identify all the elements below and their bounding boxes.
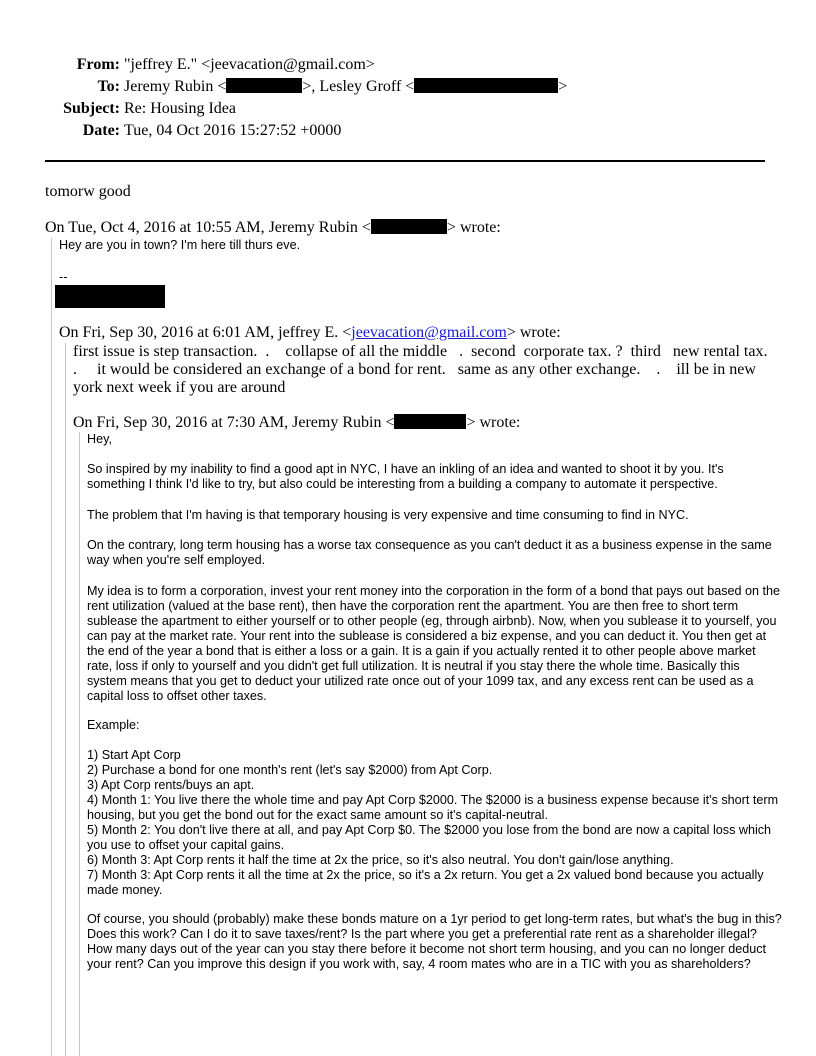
redaction-box: [394, 414, 466, 429]
date-row: [0, 120, 816, 142]
example-list: [87, 748, 783, 898]
from-label: From:: [76, 56, 120, 73]
quote-bar-level2: [65, 343, 66, 1056]
quote2-attribution: [59, 324, 561, 342]
quote3-attrib-pre: On Fri, Sep 30, 2016 at 7:30 AM, Jeremy Rubin <: [73, 414, 395, 431]
quote3-paragraph: On the contrary, long term housing has a worse tax consequence as you can't deduct it as a business expense in the same way when you're self employed.: [87, 538, 772, 567]
quote3-paragraph: So inspired by my inability to find a good apt in NYC, I have an inkling of an idea and wanted to shoot it by you. It's something I think I'd like to try, but also could be interesting from a building a company to automate it perspective.: [87, 462, 724, 491]
date-value: Tue, 04 Oct 2016 15:27:52 +0000: [124, 122, 342, 139]
example-list-item: 5) Month 2: You don't live there at all, and pay Apt Corp $0. The $2000 you lose from the bond are now a capital loss which you use to offset your capital gains.: [87, 823, 772, 852]
quote3-paragraph: Of course, you should (probably) make these bonds mature on a 1yr period to get long-term rates, but what's the bug in this? Does this work? Can I do it to save taxes/rent? Is the part where you get a preferential rate rent as a shareholder illegal? How many days out of the year can you stay there before it become not short term housing, and you can no longer deduct your rent? Can you improve this design if you work with, say, 4 room mates who are in a TIC with you as shareholders?: [87, 912, 782, 971]
example-heading: Example:: [87, 718, 140, 732]
subject-value: Re: Housing Idea: [124, 100, 236, 117]
example-list-item: 3) Apt Corp rents/buys an apt.: [87, 778, 255, 792]
subject-label: Subject:: [63, 100, 120, 117]
quote2-line: . it would be considered an exchange of a bond for rent. same as any other exchange. . ill be in new: [73, 361, 756, 378]
quote3-greeting: Hey,: [87, 432, 112, 446]
subject-row: [0, 98, 816, 120]
quote3-attribution: [73, 414, 520, 432]
quote1-attribution: [45, 219, 501, 237]
example-list-item: 7) Month 3: Apt Corp rents it all the time at 2x the price, so it's a 2x return. You get a 2x valued bond because you actually made money.: [87, 868, 764, 897]
example-list-item: 4) Month 1: You live there the whole time and pay Apt Corp $2000. The $2000 is a business expense because it's short term housing, but you get the bond out for the exact same amount so it's capital-neutral.: [87, 793, 779, 822]
quote2-email-link[interactable]: jeevacation@gmail.com: [351, 324, 507, 341]
reply-text: tomorw good: [45, 183, 131, 200]
to-row: [0, 76, 816, 98]
to-end: >: [558, 78, 568, 95]
redaction-box: [414, 78, 558, 93]
quote3-paragraph: My idea is to form a corporation, invest your rent money into the corporation in the form of a bond that pays out based on the rent utilization (valued at the base rent), then have the corporation rent the apartment. You are then free to short term sublease the apartment to either yourself or to other people (eg, through airbnb). Now, when you sublease it to yourself, you can pay at the market rate. Your rent into the sublease is considered a biz expense, and you can deduct it. You then get at the end of the year a bond that is either a loss or a gain. It is a gain if you actually rented it to other people above market rate, loss if only to yourself and you didn't get full utilization. It is neutral if you stay there the whole time. Basically this system means that you get to deduct your utilized rate once out of your 1099 tax, and any excess rent can be used as a capital loss to offset other taxes.: [87, 584, 781, 703]
signature-dash: --: [59, 270, 68, 284]
example-list-item: 6) Month 3: Apt Corp rents it half the time at 2x the price, so it's also neutral. You don't gain/lose anything.: [87, 853, 674, 867]
quote-bar-level3: [79, 432, 80, 1056]
to-label: To:: [97, 78, 120, 95]
quote1-text: Hey are you in town? I'm here till thurs eve.: [59, 238, 301, 252]
quote2-line: york next week if you are around: [73, 379, 286, 396]
header-divider: [45, 160, 765, 162]
quote2-line: first issue is step transaction. . collapse of all the middle . second corporate tax. ? third new rental tax.: [73, 343, 768, 360]
quote2-attrib-post: > wrote:: [506, 324, 561, 341]
quote2-attrib-pre: On Fri, Sep 30, 2016 at 6:01 AM, jeffrey E. <: [59, 324, 352, 341]
to-recipient-1: Jeremy Rubin <: [124, 78, 227, 95]
redaction-box: [226, 78, 302, 93]
quote3-attrib-post: > wrote:: [466, 414, 521, 431]
redaction-box: [371, 219, 447, 234]
to-value: [124, 76, 567, 98]
from-row: [0, 54, 816, 76]
quote1-attrib-pre: On Tue, Oct 4, 2016 at 10:55 AM, Jeremy Rubin <: [45, 219, 371, 236]
quote-bar-level1: [51, 238, 52, 1056]
email-header: [0, 54, 816, 142]
example-list-item: 1) Start Apt Corp: [87, 748, 181, 762]
from-value: "jeffrey E." <jeevacation@gmail.com>: [124, 56, 375, 73]
date-label: Date:: [82, 122, 120, 139]
example-list-item: 2) Purchase a bond for one month's rent (let's say $2000) from Apt Corp.: [87, 763, 493, 777]
quote1-attrib-post: > wrote:: [446, 219, 501, 236]
to-separator: >, Lesley Groff <: [302, 78, 415, 95]
quote3-paragraph: The problem that I'm having is that temporary housing is very expensive and time consuming to find in NYC.: [87, 508, 689, 522]
signature-redaction: [55, 285, 165, 308]
